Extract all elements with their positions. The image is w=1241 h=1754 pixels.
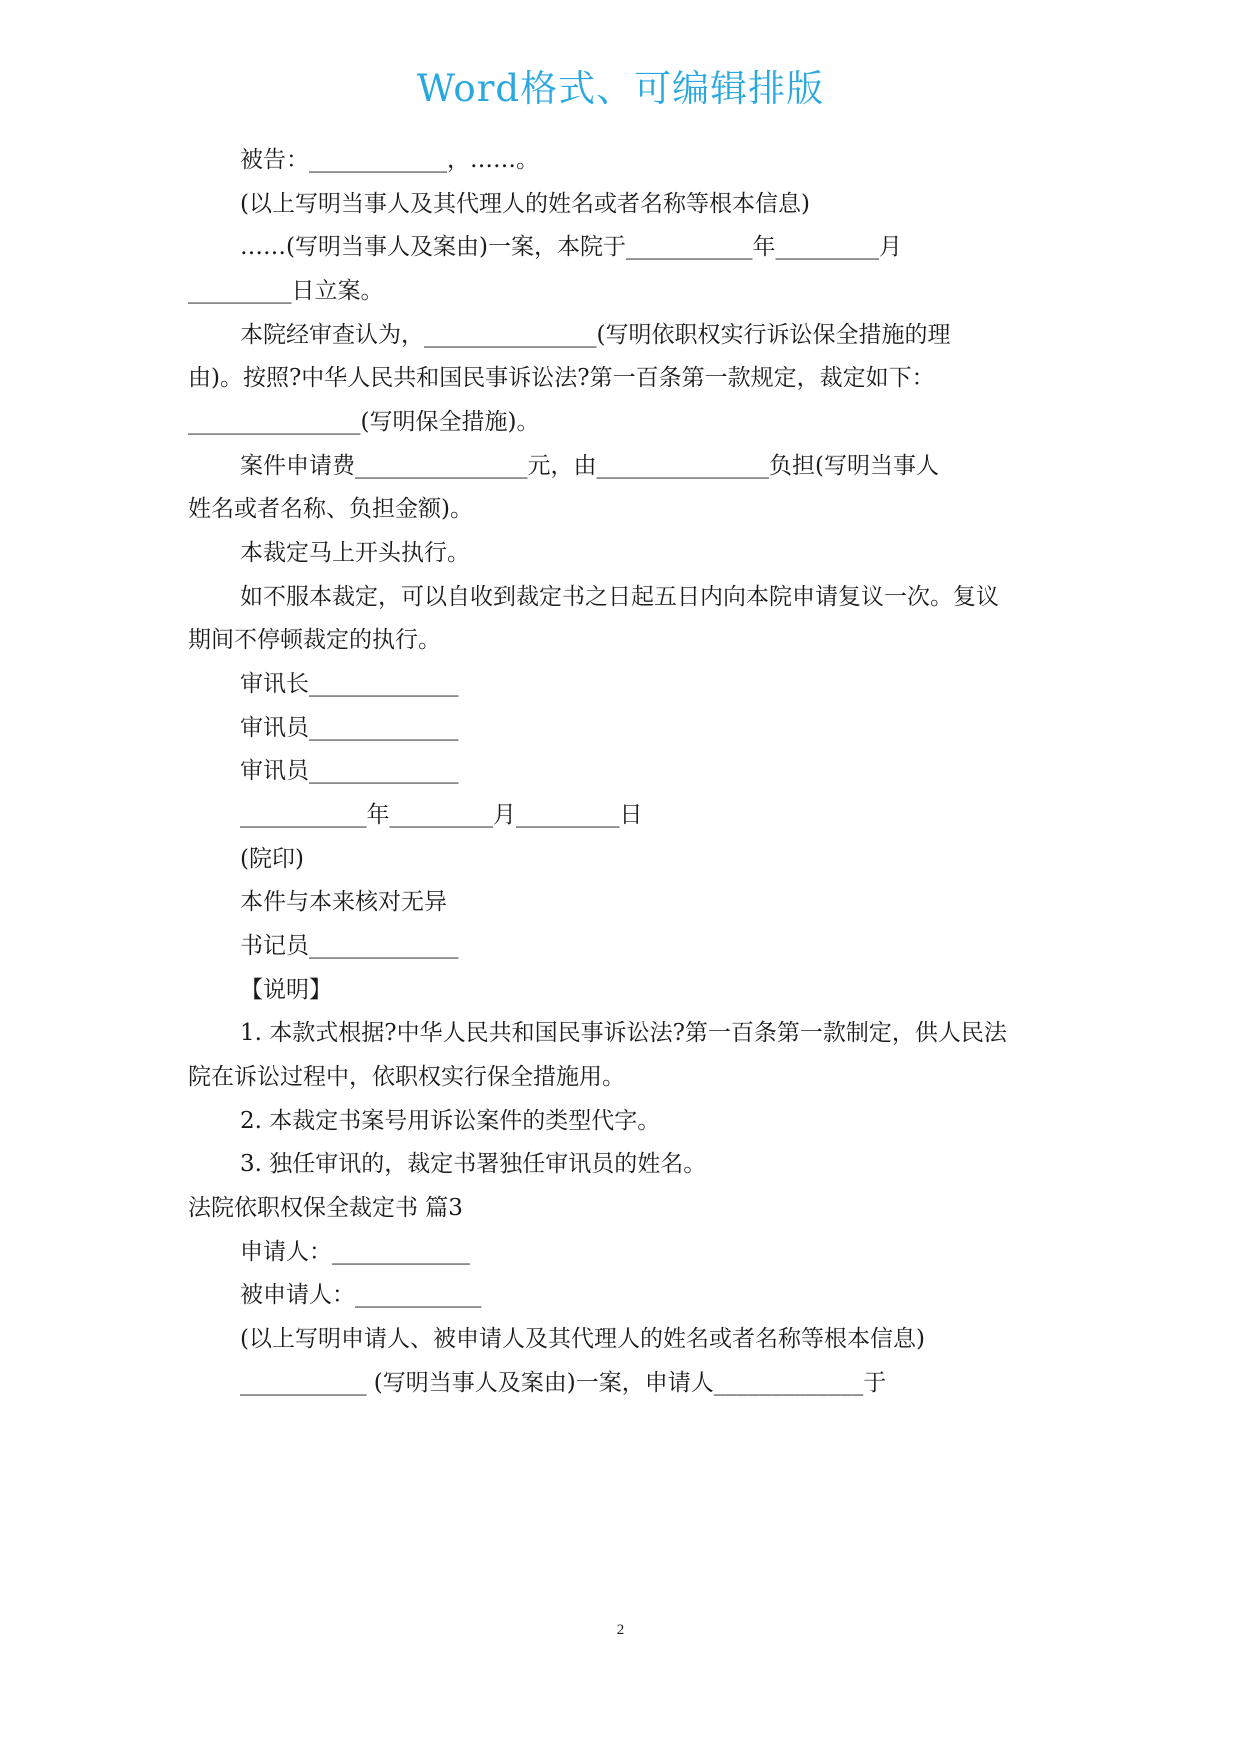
execution-line: 本裁定马上开头执行。: [240, 540, 470, 566]
section-heading: 法院依职权保全裁定书 篇3: [188, 1195, 463, 1221]
note-3-line: 3. 独任审讯的，裁定书署独任审讯员的姓名。: [240, 1151, 707, 1177]
defendant-line: 被告：____________，……。: [240, 147, 539, 173]
presiding-judge-line: 审讯长_____________: [240, 671, 459, 697]
verification-line: 本件与本来核对无异: [240, 889, 447, 915]
review-reason-line-cont: 由)。按照?中华人民共和国民事诉讼法?第一百条第一款规定，裁定如下：: [188, 365, 935, 391]
fee-line-cont: 姓名或者名称、负担金额)。: [188, 496, 473, 522]
applicant-info-note: (以上写明申请人、被申请人及其代理人的姓名或者名称等根本信息): [240, 1326, 925, 1352]
application-line: ___________ (写明当事人及案由)一案，申请人_____________于: [240, 1370, 887, 1396]
note-1-line-cont: 院在诉讼过程中，依职权实行保全措施用。: [188, 1064, 625, 1090]
reconsideration-line: 如不服本裁定，可以自收到裁定书之日起五日内向本院申请复议一次。复议: [240, 584, 999, 610]
respondent-line: 被申请人：___________: [240, 1282, 482, 1308]
party-info-note: (以上写明当事人及其代理人的姓名或者名称等根本信息): [240, 191, 810, 217]
notes-heading: 【说明】: [240, 977, 332, 1003]
note-1-line: 1. 本款式根据?中华人民共和国民事诉讼法?第一百条第一款制定，供人民法: [240, 1020, 1007, 1046]
judge-line-1: 审讯员_____________: [240, 715, 459, 741]
case-filing-line: ……(写明当事人及案由)一案，本院于___________年_________月: [240, 234, 902, 260]
judge-line-2: 审讯员_____________: [240, 758, 459, 784]
preservation-measures-line: _______________(写明保全措施)。: [188, 409, 540, 435]
applicant-line: 申请人：____________: [240, 1239, 470, 1265]
page-number: 2: [616, 1622, 625, 1638]
fee-line: 案件申请费_______________元，由_______________负担(写明当事人: [240, 453, 939, 479]
document-header-title: Word格式、可编辑排版: [416, 67, 825, 110]
reconsideration-line-cont: 期间不停顿裁定的执行。: [188, 627, 441, 653]
court-seal-line: (院印): [240, 846, 304, 872]
review-reason-line: 本院经审查认为，_______________(写明依职权实行诉讼保全措施的理: [240, 322, 951, 348]
clerk-line: 书记员_____________: [240, 933, 459, 959]
date-line: ___________年_________月_________日: [240, 802, 643, 828]
case-filing-line-cont: _________日立案。: [188, 278, 384, 304]
note-2-line: 2. 本裁定书案号用诉讼案件的类型代字。: [240, 1108, 661, 1134]
